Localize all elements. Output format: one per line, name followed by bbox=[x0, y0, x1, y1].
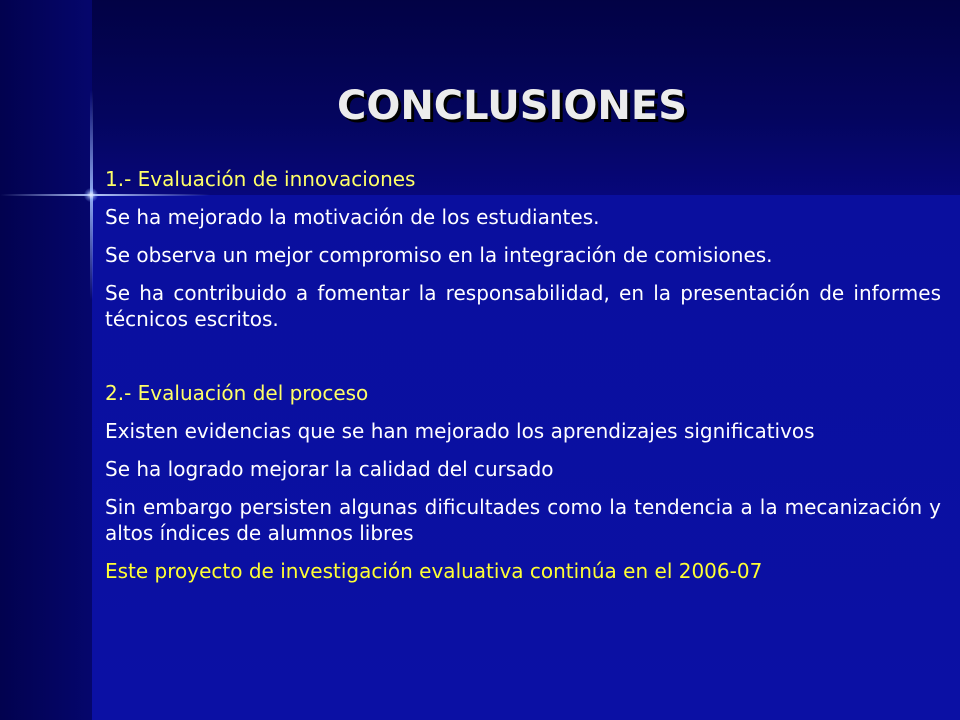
left-strip-decoration bbox=[0, 0, 92, 720]
section1-item: Se ha mejorado la motivación de los estudiantes. bbox=[105, 205, 600, 229]
slide-body bbox=[105, 166, 941, 584]
section-spacer bbox=[105, 344, 941, 380]
section2-heading: 2.- Evaluación del proceso bbox=[105, 381, 369, 405]
section2-item: Existen evidencias que se han mejorado los aprendizajes significativos bbox=[105, 419, 815, 443]
light-flare-star-icon bbox=[84, 188, 98, 202]
slide-title: CONCLUSIONES bbox=[336, 83, 688, 129]
section2-item: Sin embargo persisten algunas dificultades como la tendencia a la mecanización y altos índices de alumnos libres bbox=[105, 495, 941, 545]
closing-statement: Este proyecto de investigación evaluativa continúa en el 2006-07 bbox=[105, 559, 763, 583]
section1-item: Se observa un mejor compromiso en la integración de comisiones. bbox=[105, 243, 773, 267]
section2-item: Se ha logrado mejorar la calidad del cursado bbox=[105, 457, 554, 481]
section1-item: Se ha contribuido a fomentar la responsabilidad, en la presentación de informes técnicos escritos. bbox=[105, 281, 941, 331]
section1-heading: 1.- Evaluación de innovaciones bbox=[105, 167, 416, 191]
